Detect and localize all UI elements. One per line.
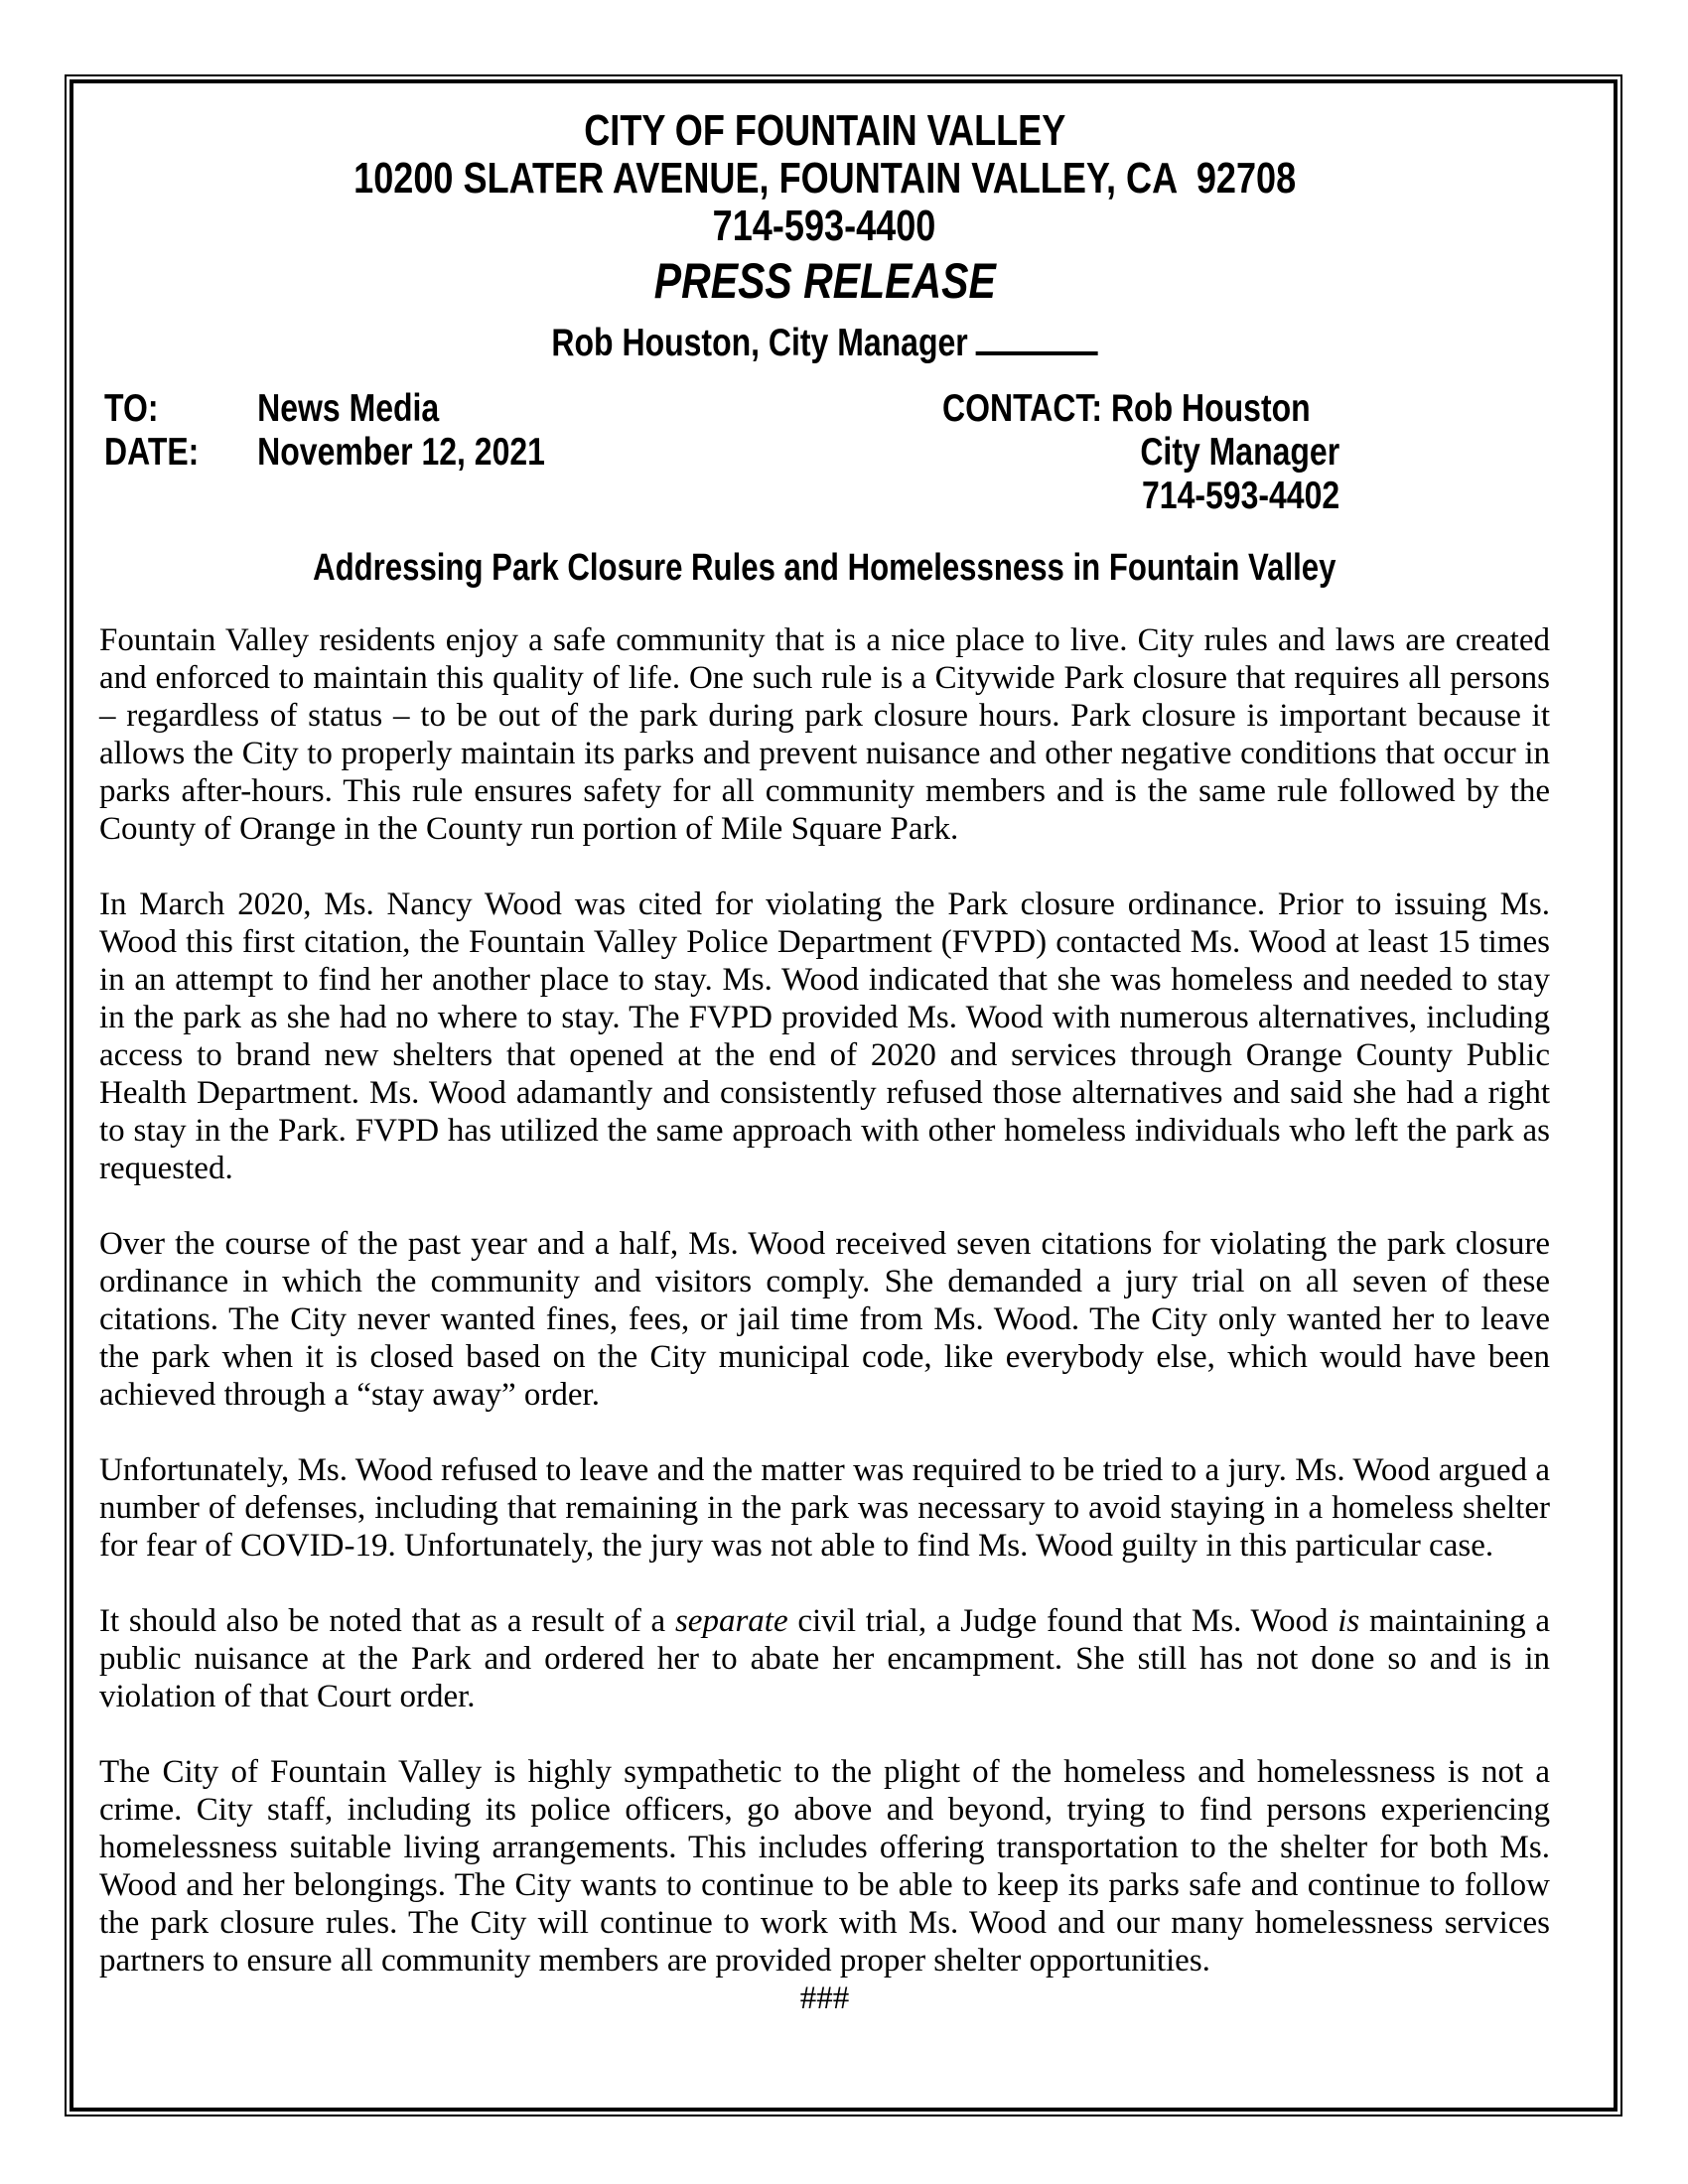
paragraph-5-italic-separate: separate	[674, 1603, 788, 1639]
signatory-name: Rob Houston, City Manager	[551, 322, 968, 364]
meta-contact-column	[942, 387, 1429, 518]
to-value: News Media	[257, 387, 440, 430]
org-phone-line	[99, 203, 1550, 250]
contact-title-line: City Manager	[1140, 431, 1340, 474]
paragraph-5-italic-is: is	[1337, 1603, 1360, 1639]
signature-blank-line	[976, 322, 1098, 355]
contact-phone-line: 714-593-4402	[1142, 475, 1340, 517]
contact-block	[942, 387, 1341, 518]
meta-date-wrap	[104, 431, 545, 475]
paragraph-5-part-1: It should also be noted that as a result of a	[99, 1603, 675, 1639]
signatory-row	[99, 322, 1550, 365]
doc-type-line	[99, 252, 1550, 310]
page-border-inner	[70, 79, 1618, 2112]
body-text	[99, 621, 1550, 1979]
org-address: 10200 SLATER AVENUE, FOUNTAIN VALLEY, CA 92708	[352, 154, 1296, 203]
to-label: TO:	[104, 387, 159, 430]
org-address-line	[99, 155, 1550, 203]
paragraph-1: Fountain Valley residents enjoy a safe community that is a nice place to live. City rules and laws are created and enforced to maintain this quality of life. One such rule is a Citywide Park closure that requires all persons – regardless of status – to be out of the park during park closure hours. Park closure is important because it allows the City to properly maintain its parks and prevent nuisance and other negative conditions that occur in parks after-hours. This rule ensures safety for all community members and is the same rule followed by the County of Orange in the County run portion of Mile Square Park.	[99, 622, 1550, 847]
paragraph-5-part-2: civil trial, a Judge found that Ms. Wood	[787, 1603, 1338, 1639]
paragraph-2: In March 2020, Ms. Nancy Wood was cited for violating the Park closure ordinance. Prior to issuing Ms. Wood this first citation, the Fountain Valley Police Department (FVPD) contacted Ms. Wood at least 15 times in an attempt to find her another place to stay. Ms. Wood indicated that she was homeless and needed to stay in the park as she had no where to stay. The FVPD provided Ms. Wood with numerous alternatives, including access to brand new shelters that opened at the end of 2020 and services through Orange County Public Health Department. Ms. Wood adamantly and consistently refused those alternatives and said she had a right to stay in the Park. FVPD has utilized the same approach with other homeless individuals who left the park as requested.	[99, 887, 1550, 1186]
end-mark: ###	[799, 1980, 850, 2016]
headline-text: Addressing Park Closure Rules and Homelessness in Fountain Valley	[313, 547, 1336, 589]
org-phone: 714-593-4400	[713, 202, 936, 250]
org-name-line	[99, 107, 1550, 155]
letterhead	[99, 107, 1550, 310]
release-meta	[99, 387, 1550, 518]
org-name: CITY OF FOUNTAIN VALLEY	[583, 106, 1066, 155]
contact-name-line: CONTACT: Rob Houston	[942, 387, 1311, 430]
paragraph-5-part-3: maintaining a public nuisance at the Park and ordered her to abate her encampment. She still has not done so and is in violation of that Court order.	[99, 1603, 1550, 1714]
headline-row	[99, 546, 1550, 590]
page-border	[65, 74, 1622, 2116]
signatory-wrap	[551, 322, 1098, 365]
doc-type-title: PRESS RELEASE	[653, 253, 996, 309]
paragraph-3: Over the course of the past year and a half, Ms. Wood received seven citations for violating the park closure ordinance in which the community and visitors comply. She demanded a jury trial on all seven of these citations. The City never wanted fines, fees, or jail time from Ms. Wood. The City only wanted her to leave the park when it is closed based on the City municipal code, like everybody else, which would have been achieved through a “stay away” order.	[99, 1226, 1550, 1413]
paragraph-4: Unfortunately, Ms. Wood refused to leave and the matter was required to be tried to a jury. Ms. Wood argued a number of defenses, including that remaining in the park was necessary to avoid staying in a homeless shelter for fear of COVID-19. Unfortunately, the jury was not able to find Ms. Wood guilty in this particular case.	[99, 1452, 1550, 1564]
paragraph-5	[99, 1602, 1550, 1715]
date-value: November 12, 2021	[257, 431, 545, 474]
meta-to-wrap	[104, 387, 439, 431]
paragraph-6: The City of Fountain Valley is highly sympathetic to the plight of the homeless and homelessness is not a crime. City staff, including its police officers, go above and beyond, trying to find persons experiencing homelessness suitable living arrangements. This includes offering transportation to the shelter for both Ms. Wood and her belongings. The City wants to continue to be able to keep its parks safe and continue to follow the park closure rules. The City will continue to work with Ms. Wood and our many homelessness services partners to ensure all community members are provided proper shelter opportunities.	[99, 1754, 1550, 1979]
date-label: DATE:	[104, 431, 200, 474]
